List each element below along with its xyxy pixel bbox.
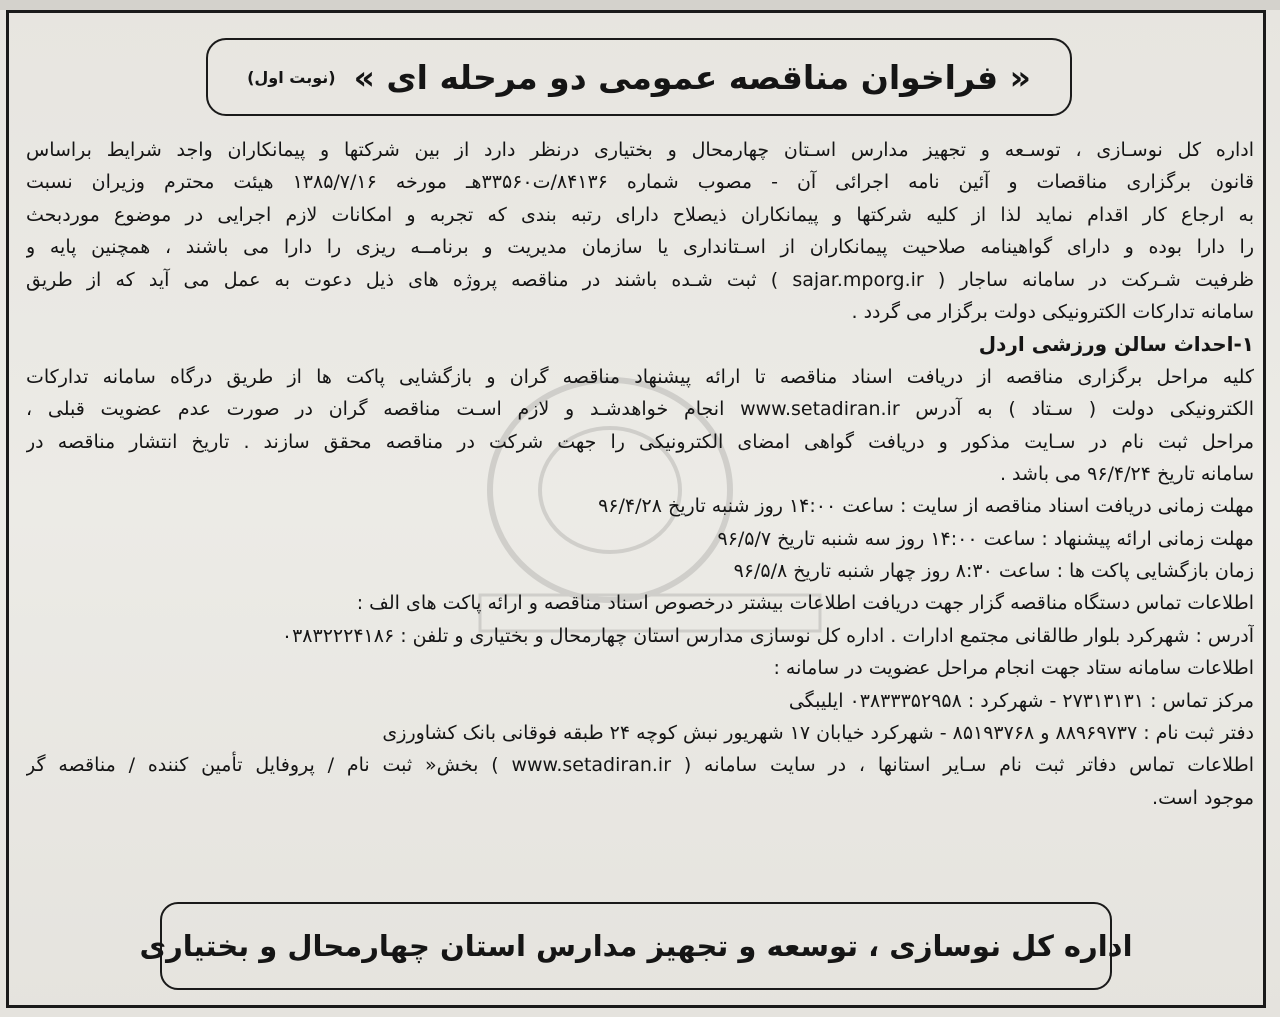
project-heading: ۱-احداث سالن ورزشی اردل — [978, 332, 1254, 357]
deadline-bid-submission: مهلت زمانی ارائه پیشنهاد : ساعت ۱۴:۰۰ روز سه شنبه تاریخ ۹۶/۵/۷ — [717, 527, 1254, 550]
intro-line: سامانه تدارکات الکترونیکی دولت برگزار می گردد . — [851, 300, 1254, 323]
contact-registration-office: دفتر ثبت نام : ۸۸۹۶۹۷۳۷ و ۸۵۱۹۳۷۶۸ - شهرکرد خیابان ۱۷ شهریور نبش کوچه ۲۴ طبقه فوقانی بانک کشاورزی — [382, 722, 1254, 745]
contact-line: اطلاعات تماس دفاتر ثبت نام سـایر استانها ، در سایت سامانه ( www.setadiran.ir ) بخش« ثبت نام / پروفایل تأمین کننده / مناقصه گر — [26, 754, 1254, 777]
intro-line: را دارا بوده و دارای گواهینامه صلاحیت پیمانکاران از اسـتانداری یا سازمان مدیریت و برنامــه ریزی را دارا می باشند ، همچنین پایه و — [26, 236, 1254, 259]
contact-line: موجود است. — [1152, 786, 1254, 809]
ad-round-label: (نوبت اول) — [247, 67, 336, 87]
title-box — [206, 38, 1072, 116]
intro-line: اداره کل نوسـازی ، توسـعه و تجهیز مدارس اسـتان چهارمحال و بختیاری درنظر دارد از بین شرکتها و پیمانکاران واجد شرایط براساس — [26, 139, 1254, 161]
intro-line: قانون برگزاری مناقصات و آئین نامه اجرائی آن - مصوب شماره ۸۴۱۳۶/ت۳۳۵۶۰هـ مورخه ۱۳۸۵/۷/۱۶ هیئت محترم وزیران نسبت — [26, 171, 1254, 194]
procedure-line: کلیه مراحل برگزاری مناقصه از دریافت اسناد مناقصه تا ارائه پیشنهاد مناقصه گران و بازگشایی پاکت ها از طریق درگاه سامانه تدارکات — [26, 365, 1254, 388]
contact-line: اطلاعات سامانه ستاد جهت انجام مراحل عضویت در سامانه : — [773, 657, 1254, 680]
top-edge-strip — [0, 0, 1280, 10]
contact-address: آدرس : شهرکرد بلوار طالقانی مجتمع ادارات . اداره کل نوسازی مدارس استان چهارمحال و بختیاری و تلفن : ۰۳۸۳۲۲۲۴۱۸۶ — [281, 624, 1254, 647]
procedure-line: سامانه تاریخ ۹۶/۴/۲۴ می باشد . — [999, 462, 1254, 485]
procedure-line: الکترونیکی دولت ( سـتاد ) به آدرس www.setadiran.ir انجام خواهدشـد و لازم اسـت مناقصه گران در صورت عدم عضویت قبلی ، — [26, 398, 1254, 421]
intro-line: به ارجاع کار اقدام نماید لذا از کلیه شرکتها و پیمانکاران ذیصلاح دارای رتبه بندی که تجربه و امکانات لازم اجرایی در موضوع موردبحث — [26, 203, 1254, 226]
ad-title: « فراخوان مناقصه عمومی دو مرحله ای » — [353, 57, 1031, 97]
contact-call-center: مرکز تماس : ۲۷۳۱۳۱۳۱ - شهرکرد : ۰۳۸۳۳۳۵۲۹۵۸ ایلیبگی — [788, 689, 1254, 712]
procedure-line: مراحل ثبت نام در سـایت مذکور و دریافت گواهی امضای الکترونیکی را جهت شرکت در مناقصه محقق سازند . تاریخ انتشار مناقصه در — [26, 430, 1254, 453]
intro-line: ظرفیت شـرکت در سامانه ساجار ( sajar.mporg.ir ) ثبت شـده باشند در مناقصه پروژه های ذیل دعوت به عمل می آید که از طریق — [26, 268, 1254, 291]
footer-box — [139, 902, 1133, 990]
ad-body — [26, 134, 1254, 814]
deadline-document-download: مهلت زمانی دریافت اسناد مناقصه از سایت : ساعت ۱۴:۰۰ روز شنبه تاریخ ۹۶/۴/۲۸ — [598, 495, 1254, 518]
contact-line: اطلاعات تماس دستگاه مناقصه گزار جهت دریافت اطلاعات بیشتر درخصوص اسناد مناقصه و ارائه پاکت های الف : — [356, 592, 1254, 615]
organization-name: اداره کل نوسازی ، توسعه و تجهیز مدارس استان چهارمحال و بختیاری — [139, 929, 1133, 963]
deadline-envelope-opening: زمان بازگشایی پاکت ها : ساعت ۸:۳۰ روز چهار شنبه تاریخ ۹۶/۵/۸ — [733, 560, 1254, 583]
